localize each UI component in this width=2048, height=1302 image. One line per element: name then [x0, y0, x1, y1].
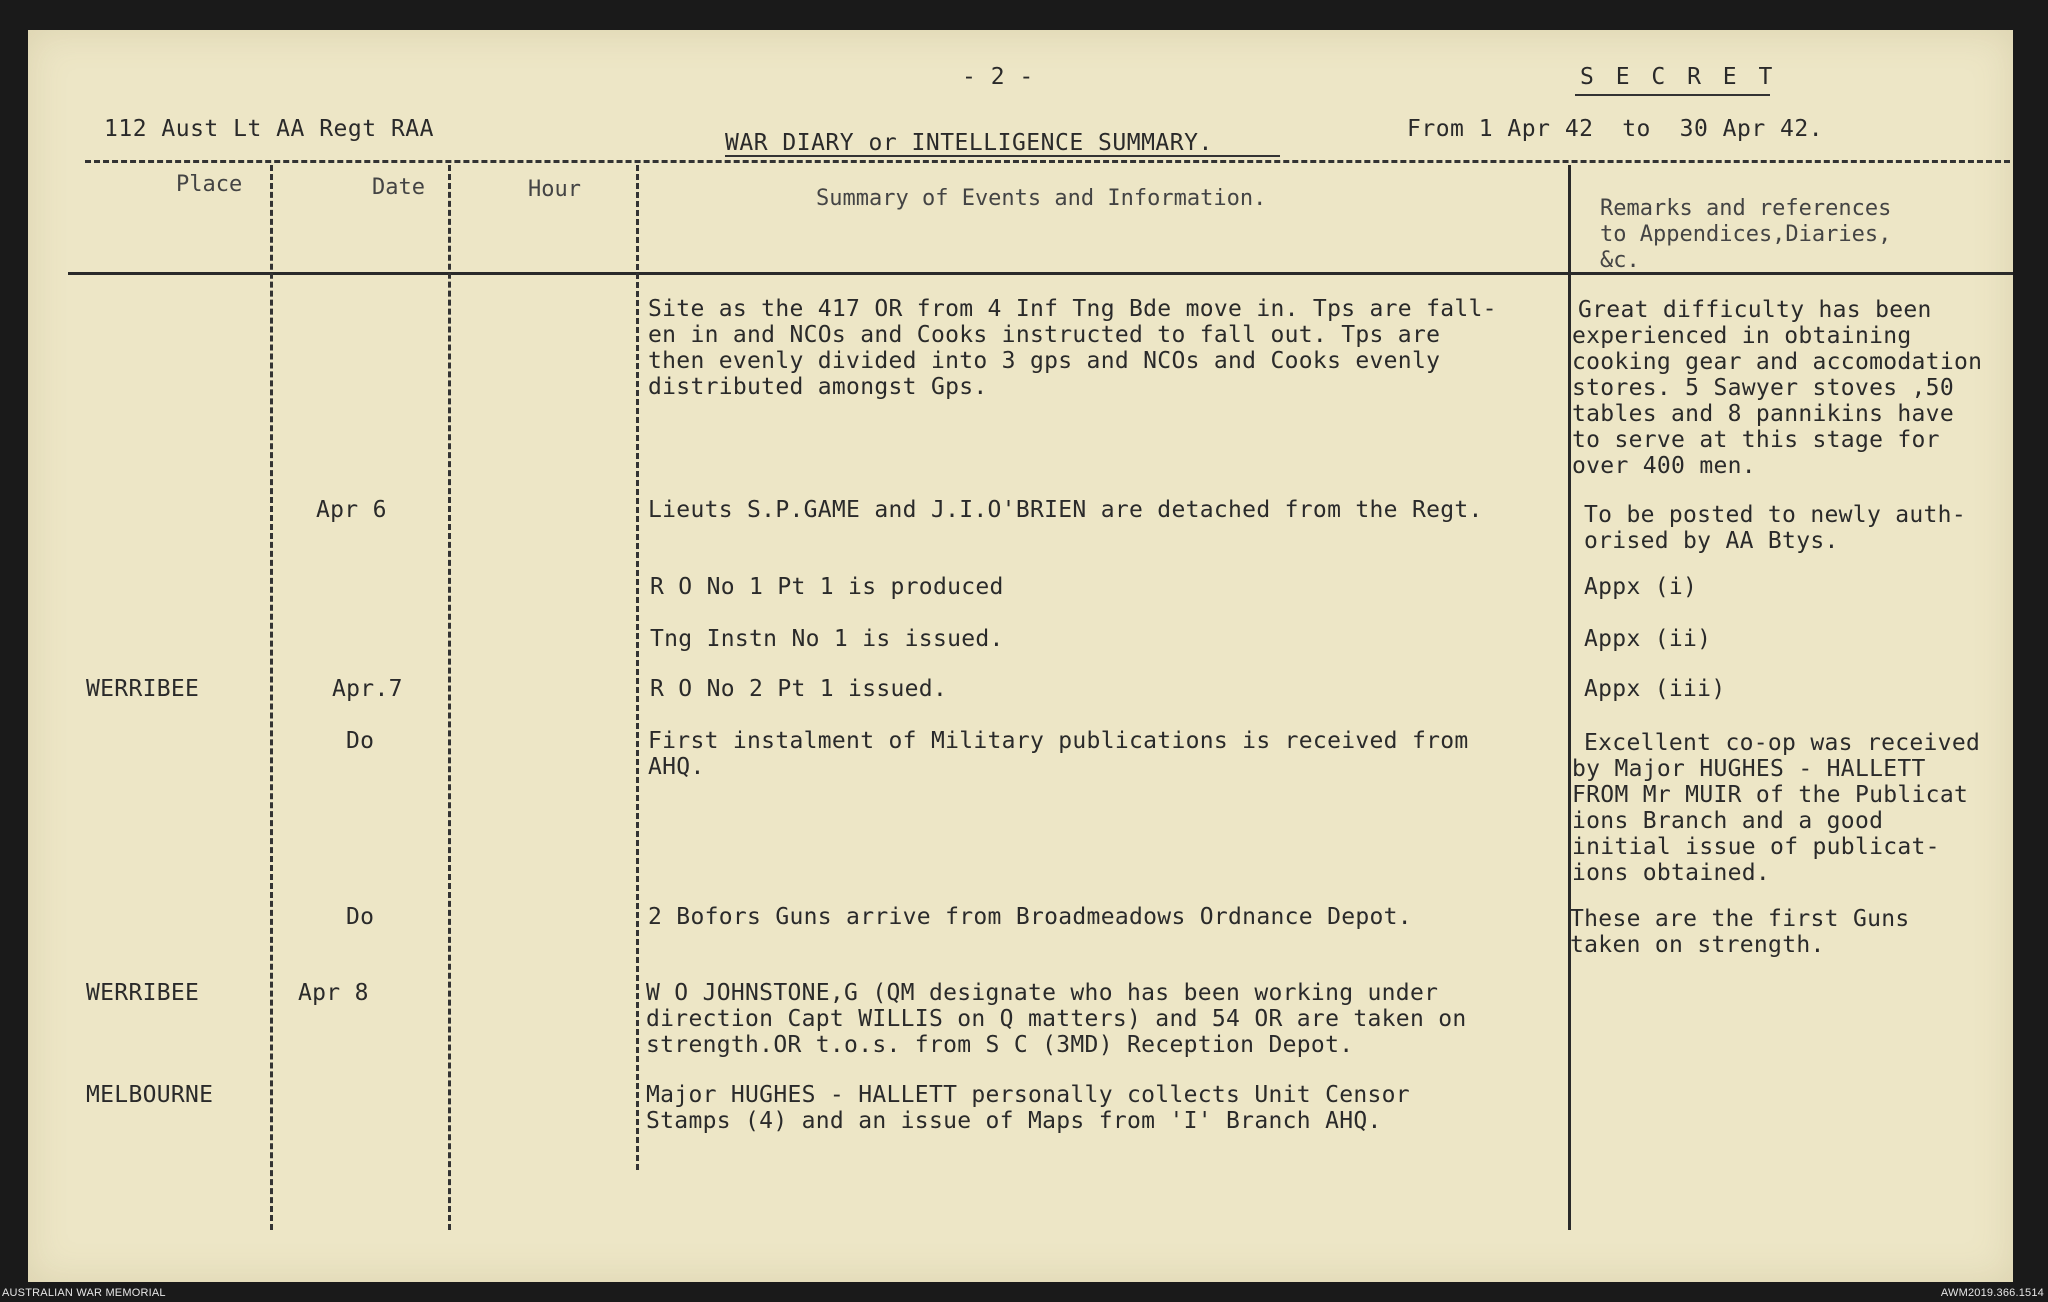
column-header-remarks-3: &c. [1600, 248, 1640, 273]
column-header-hour: Hour [528, 177, 581, 202]
remarks-line: Appx (ii) [1584, 626, 1712, 652]
entry-date: Apr 8 [298, 980, 369, 1006]
remarks-line: taken on strength. [1570, 932, 1825, 958]
header-bottom-rule [68, 272, 2013, 275]
entry-date: Apr 6 [316, 497, 387, 523]
entry-date: Do [346, 904, 375, 930]
summary-line: direction Capt WILLIS on Q matters) and 54 OR are taken on [646, 1006, 1467, 1032]
diary-period: From 1 Apr 42 to 30 Apr 42. [1407, 116, 1824, 142]
entry-date: Do [346, 728, 375, 754]
remarks-line: Excellent co-op was received [1584, 730, 1981, 756]
column-header-date: Date [372, 175, 425, 200]
summary-line: Major HUGHES - HALLETT personally collects Unit Censor [646, 1082, 1410, 1108]
column-header-remarks-1: Remarks and references [1600, 196, 1892, 221]
summary-line: 2 Bofors Guns arrive from Broadmeadows Ordnance Depot. [648, 904, 1412, 930]
remarks-line: To be posted to newly auth- [1584, 502, 1966, 528]
divider-place-date [270, 165, 273, 1230]
summary-line: Stamps (4) and an issue of Maps from 'I' Branch AHQ. [646, 1108, 1382, 1134]
form-title-underline [725, 155, 1280, 157]
summary-line: R O No 2 Pt 1 issued. [650, 676, 948, 702]
page-number: - 2 - [962, 64, 1034, 90]
summary-line: en in and NCOs and Cooks instructed to fall out. Tps are [648, 322, 1441, 348]
remarks-line: Appx (i) [1584, 574, 1698, 600]
remarks-line: cooking gear and accomodation [1572, 349, 1983, 375]
summary-line: distributed amongst Gps. [648, 374, 988, 400]
remarks-line: orised by AA Btys. [1584, 528, 1839, 554]
summary-line: AHQ. [648, 754, 705, 780]
summary-line: W O JOHNSTONE,G (QM designate who has been working under [646, 980, 1439, 1006]
entry-place: MELBOURNE [86, 1082, 214, 1108]
remarks-line: Appx (iii) [1584, 676, 1726, 702]
summary-line: First instalment of Military publications is received from [648, 728, 1469, 754]
divider-hour-summary [636, 165, 639, 1170]
remarks-line: FROM Mr MUIR of the Publicat [1572, 782, 1969, 808]
remarks-line: stores. 5 Sawyer stoves ,50 [1572, 375, 1954, 401]
summary-line: Site as the 417 OR from 4 Inf Tng Bde move in. Tps are fall- [648, 296, 1497, 322]
archive-reference: AWM2019.366.1514 [1940, 1287, 2044, 1299]
column-header-place: Place [176, 172, 243, 197]
divider-summary-remarks [1568, 165, 1571, 1230]
remarks-line: to serve at this stage for [1572, 427, 1940, 453]
remarks-line: experienced in obtaining [1572, 323, 1912, 349]
remarks-line: over 400 men. [1572, 453, 1756, 479]
remarks-line: These are the first Guns [1570, 906, 1910, 932]
remarks-line: ions obtained. [1572, 860, 1771, 886]
remarks-line: tables and 8 pannikins have [1572, 401, 1954, 427]
column-header-remarks-2: to Appendices,Diaries, [1600, 222, 1892, 247]
remarks-line: Great difficulty has been [1578, 297, 1932, 323]
entry-date: Apr.7 [332, 676, 403, 702]
divider-date-hour [448, 165, 451, 1230]
header-top-rule [85, 160, 2010, 163]
remarks-line: by Major HUGHES - HALLETT [1572, 756, 1926, 782]
archive-credit: AUSTRALIAN WAR MEMORIAL [2, 1287, 166, 1299]
form-title: WAR DIARY or INTELLIGENCE SUMMARY. [725, 130, 1213, 156]
summary-line: R O No 1 Pt 1 is produced [650, 574, 1004, 600]
entry-place: WERRIBEE [86, 980, 200, 1006]
entry-place: WERRIBEE [86, 676, 200, 702]
summary-line: strength.OR t.o.s. from S C (3MD) Reception Depot. [646, 1032, 1354, 1058]
column-header-summary: Summary of Events and Information. [816, 186, 1267, 211]
summary-line: Tng Instn No 1 is issued. [650, 626, 1004, 652]
summary-line: then evenly divided into 3 gps and NCOs and Cooks evenly [648, 348, 1441, 374]
remarks-line: initial issue of publicat- [1572, 834, 1940, 860]
remarks-line: ions Branch and a good [1572, 808, 1884, 834]
classification-underline [1575, 94, 1770, 96]
unit-name: 112 Aust Lt AA Regt RAA [104, 116, 434, 142]
summary-line: Lieuts S.P.GAME and J.I.O'BRIEN are detached from the Regt. [648, 497, 1483, 523]
classification-label: S E C R E T [1580, 64, 1777, 90]
